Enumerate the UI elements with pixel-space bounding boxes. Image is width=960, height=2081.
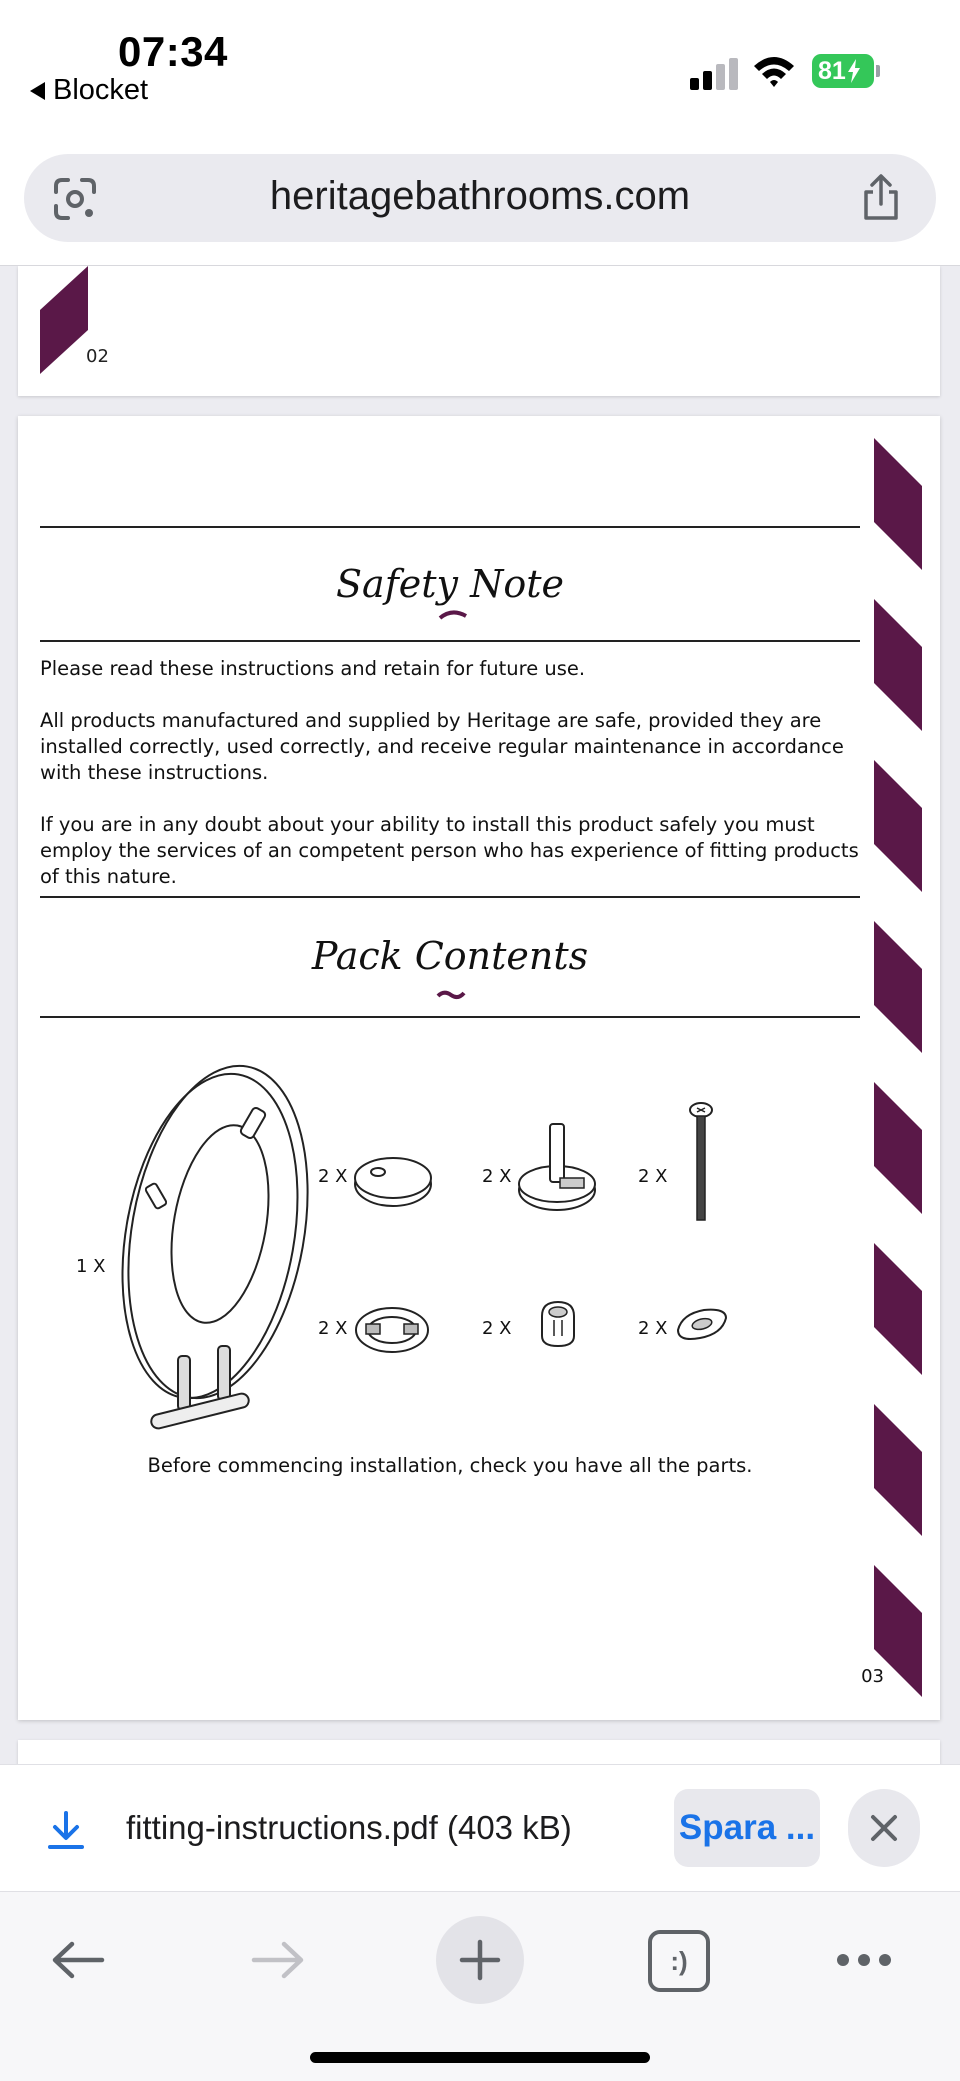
back-to-app-button[interactable] [30, 74, 148, 107]
title-swash [438, 608, 468, 622]
signal-icon [690, 58, 740, 90]
battery-percent: 81 [818, 56, 846, 85]
pack-contents-caption: Before commencing installation, check you have all the parts. [147, 1454, 753, 1477]
previous-page-number: 02 [86, 346, 109, 367]
battery-tip [876, 65, 880, 77]
arrow-right-icon [250, 1940, 306, 1980]
decorative-stripes [874, 438, 922, 1720]
part-quantity-1: 2 X [318, 1166, 348, 1187]
fixing-plate-drawing [352, 1302, 432, 1358]
decorative-stripe [40, 266, 88, 374]
safety-paragraph-1: Please read these instructions and retain for future use. [40, 657, 586, 680]
cap-cover-drawing [352, 1150, 434, 1210]
wifi-icon [752, 54, 796, 90]
section-rule [40, 1016, 860, 1018]
washer-drawing [674, 1304, 730, 1344]
plus-icon [458, 1938, 502, 1982]
charging-bolt-icon [847, 59, 861, 83]
download-bar [0, 1764, 960, 1892]
back-triangle-icon [30, 82, 45, 100]
save-button[interactable]: Spara ... [674, 1789, 820, 1867]
address-bar[interactable] [24, 154, 936, 242]
pdf-viewer[interactable] [0, 266, 960, 1764]
close-download-button[interactable] [848, 1789, 920, 1867]
pack-contents-title: Pack Contents [311, 934, 589, 978]
safety-note-title: Safety Note [336, 562, 564, 606]
share-icon[interactable] [860, 174, 902, 222]
status-time: 07:34 [118, 28, 228, 75]
part-quantity-4: 2 X [318, 1318, 348, 1339]
hinge-post-base-drawing [516, 1120, 598, 1216]
battery-icon [812, 54, 880, 88]
back-button[interactable] [44, 1926, 112, 1994]
address-area [0, 130, 960, 266]
part-quantity-3: 2 X [638, 1166, 668, 1187]
url-text[interactable]: heritagebathrooms.com [269, 174, 691, 218]
tab-switcher-label: :) [670, 1945, 688, 1976]
forward-button[interactable] [244, 1926, 312, 1994]
download-icon [46, 1809, 86, 1851]
parts-diagram [40, 1056, 880, 1436]
wing-nut-drawing [536, 1298, 580, 1350]
home-indicator [310, 2052, 650, 2063]
arrow-left-icon [50, 1940, 106, 1980]
section-rule [40, 640, 860, 642]
more-dots-icon [836, 1953, 892, 1967]
tab-switcher-button[interactable] [648, 1930, 710, 1992]
next-page [18, 1740, 940, 1764]
close-icon [869, 1813, 899, 1843]
safety-paragraph-3: If you are in any doubt about your ability to install this product safely you must employ the services of an competent person who has experience of fitting products of this nature. [40, 813, 859, 888]
more-menu-button[interactable] [832, 1926, 896, 1994]
toilet-seat-drawing [110, 1056, 310, 1436]
part-quantity-2: 2 X [482, 1166, 512, 1187]
download-file-name: fitting-instructions.pdf (403 kB) [126, 1809, 572, 1846]
new-tab-button[interactable] [436, 1916, 524, 2004]
seat-quantity: 1 X [76, 1256, 106, 1277]
battery-level [812, 54, 874, 88]
status-bar [0, 0, 960, 130]
bottom-toolbar [0, 1892, 960, 2081]
safety-paragraph-2: All products manufactured and supplied by Heritage are safe, provided they are installed correctly, used correctly, and receive regular maintenance in accordance with these instructions. [40, 709, 844, 784]
long-bolt-drawing [686, 1100, 716, 1224]
previous-page [18, 266, 940, 396]
section-rule [40, 896, 860, 898]
title-swash [436, 988, 466, 1002]
section-rule [40, 526, 860, 528]
pdf-page [18, 416, 940, 1720]
page-number: 03 [861, 1666, 884, 1687]
back-app-label: Blocket [53, 74, 149, 106]
part-quantity-5: 2 X [482, 1318, 512, 1339]
part-quantity-6: 2 X [638, 1318, 668, 1339]
